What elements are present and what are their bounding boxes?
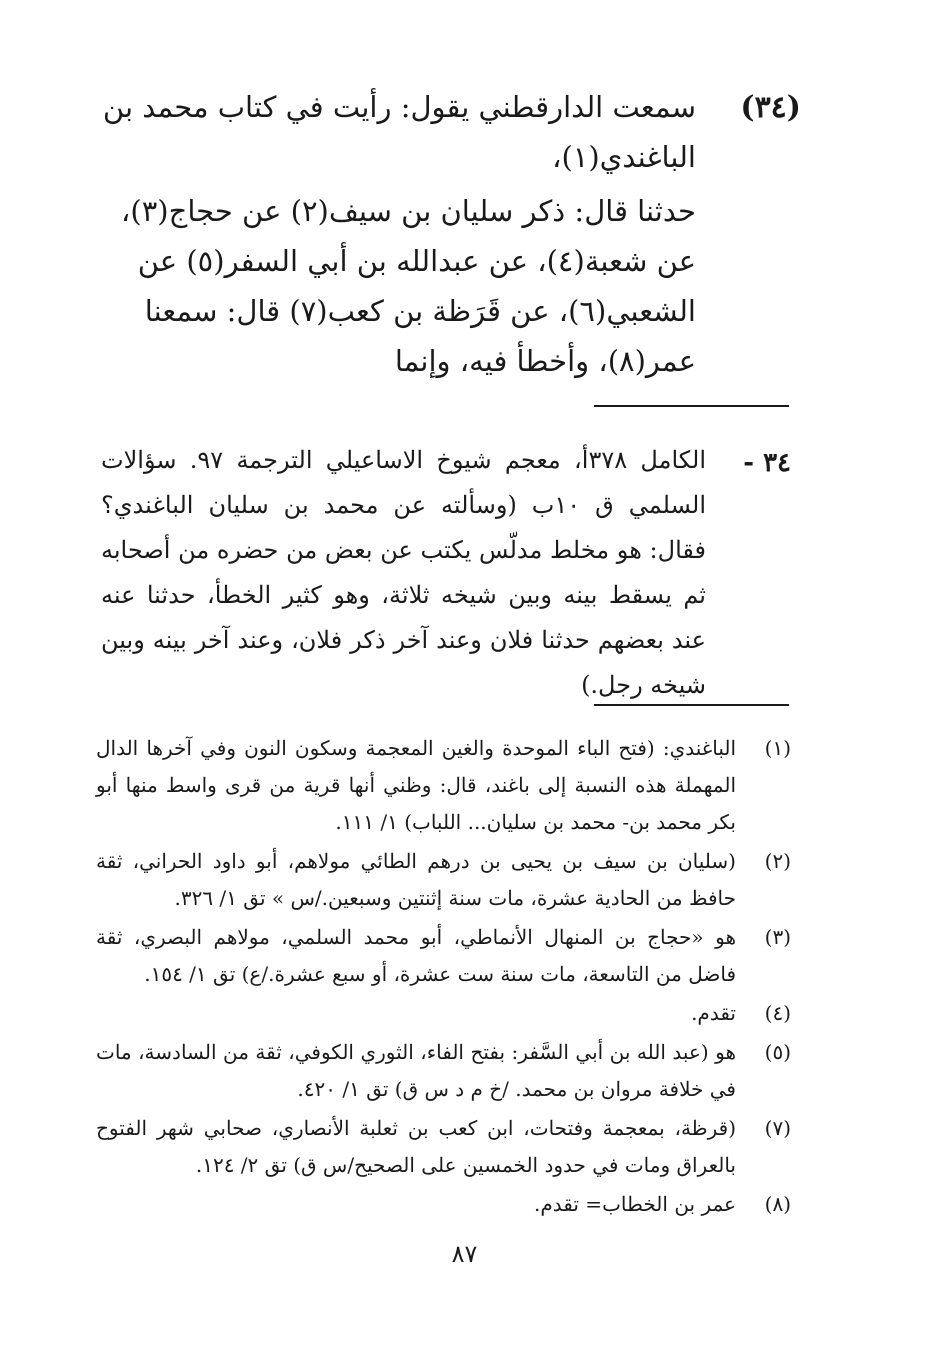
- footnote-text: الباغندي: (فتح الباء الموحدة والغين المعجمة وسكون النون وفي آخرها الدال المهملة هذه النسبة إلى باغند، قال: وظني أنها قرية من قرى واسط منها أبو بكر محمد بن- محمد بن سليان... اللباب) ١/ ١١١.: [96, 736, 736, 834]
- entry-number: (٣٤): [740, 90, 801, 125]
- footnote-text: هو (عبد الله بن أبي السَّفر: بفتح الفاء، الثوري الكوفي، ثقة من السادسة، مات في خلافة مروان بن محمد. /خ م د س ق) تق ١/ ٤٢٠.: [96, 1040, 736, 1101]
- footnote-item: [91, 1186, 791, 1223]
- entry-heading-line-2: الباغندي(١)،: [552, 140, 696, 174]
- footnote-number: (١): [764, 736, 791, 760]
- footnote-item: [91, 1034, 791, 1108]
- footnote-number: (٧): [764, 1116, 791, 1140]
- footnote-divider: [594, 704, 789, 706]
- footnote-number: (٨): [764, 1192, 791, 1216]
- footnote-text: هو «حجاج بن المنهال الأنماطي، أبو محمد السلمي، مولاهم البصري، ثقة فاضل من التاسعة، مات سنة ست عشرة، أو سبع عشرة./ع) تق ١/ ١٥٤.: [96, 925, 736, 986]
- footnote-number: (٢): [764, 849, 791, 873]
- entry-body-text: حدثنا قال: ذكر سليان بن سيف(٢) عن حجاج(٣)، عن شعبة(٤)، عن عبدالله بن أبي السفر(٥) عن الشعبي(٦)، عن قَرَظة بن كعب(٧) قال: سمعنا عمر(٨)، وأخطأ فيه، وإنما: [121, 194, 696, 378]
- footnote-item: [91, 919, 791, 993]
- entry-heading-line: سمعت الدارقطني يقول: رأيت في كتاب محمد بن: [102, 90, 696, 124]
- footnote-item: [91, 1110, 791, 1184]
- footnote-number: (٥): [764, 1040, 791, 1064]
- page-number: ٨٧: [451, 1240, 478, 1268]
- footnote-number: (٤): [764, 1001, 791, 1025]
- footnote-number: (٣): [764, 925, 791, 949]
- commentary-text: الكامل ٣٧٨أ، معجم شيوخ الاساعيلي الترجمة ٩٧. سؤالات السلمي ق ١٠ب (وسألته عن محمد بن سليان الباغندي؟ فقال: هو مخلط مدلّس يكتب عن بعض من حضره من أصحابه ثم يسقط بينه وبين شيخه ثلاثة، وهو كثير الخطأ، حدثنا عنه عند بعضهم حدثنا فلان وعند آخر ذكر فلان، وعند آخر بينه وبين شيخه رجل.): [101, 446, 707, 699]
- footnote-text: عمر بن الخطاب= تقدم.: [534, 1192, 736, 1216]
- footnote-item: [91, 843, 791, 917]
- footnote-text: (سليان بن سيف بن يحيى بن درهم الطائي مولاهم، أبو داود الحراني، ثقة حافظ من الحادية عشرة، مات سنة إثنتين وسبعين./س » تق ١/ ٣٢٦.: [96, 849, 736, 910]
- footnote-item: [91, 995, 791, 1032]
- section-divider: [594, 405, 789, 407]
- footnote-text: (قرظة، بمعجمة وفتحات، ابن كعب بن ثعلبة الأنصاري، صحابي شهر الفتوح بالعراق ومات في حدود الخمسين على الصحيح/س ق) تق ٢/ ١٢٤.: [96, 1116, 736, 1177]
- footnote-item: [91, 730, 791, 841]
- footnotes-list: [91, 730, 791, 1225]
- commentary-number: ٣٤ -: [743, 448, 791, 478]
- footnote-text: تقدم.: [691, 1001, 736, 1025]
